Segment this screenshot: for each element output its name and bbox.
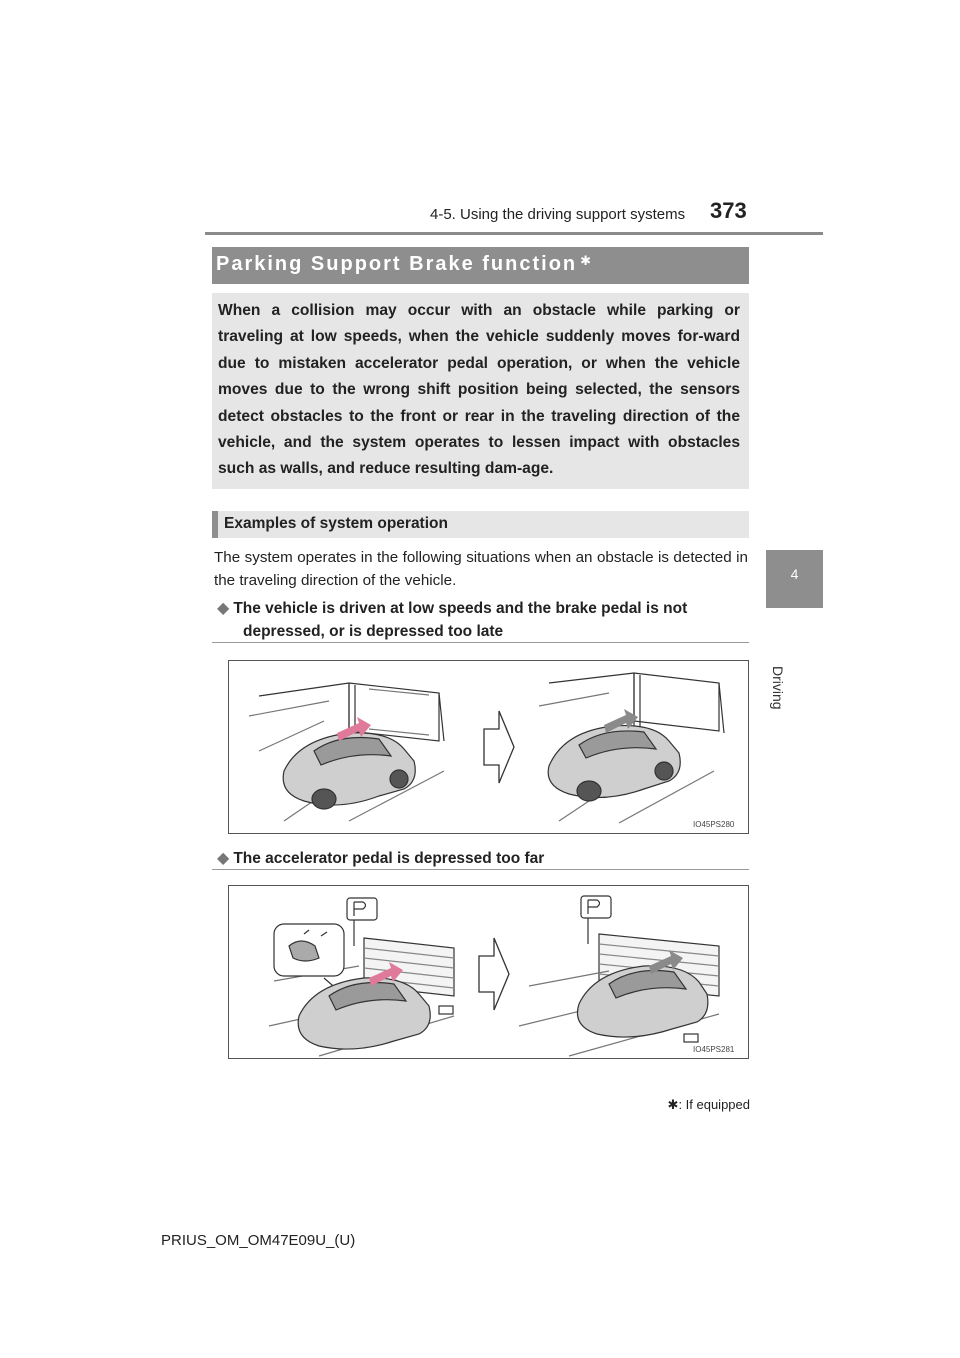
figure-accelerator-illustration xyxy=(229,886,748,1058)
page-number: 373 xyxy=(710,198,747,223)
subsection-body: The system operates in the following situations when an obstacle is detected in the traveling direction of the vehicle. xyxy=(214,549,748,589)
example-1-line1: The vehicle is driven at low speeds and the brake pedal is not xyxy=(233,600,688,617)
example-1-line2: depressed, or is depressed too late xyxy=(243,623,504,640)
diamond-bullet-icon: ◆ xyxy=(217,600,230,617)
figure-low-speed-illustration xyxy=(229,661,748,833)
figure-low-speed xyxy=(228,660,749,834)
document-code: PRIUS_OM_OM47E09U_(U) xyxy=(161,1232,356,1249)
chapter-label-text: Driving xyxy=(770,666,786,710)
figure-code-1: IO45PS280 xyxy=(693,820,735,829)
example-2-heading xyxy=(217,847,748,870)
footnote-text: : If equipped xyxy=(678,1097,750,1112)
diamond-bullet-icon: ◆ xyxy=(217,850,230,867)
chapter-number: 4 xyxy=(790,566,799,582)
footnote xyxy=(640,1097,750,1113)
equipped-mark-icon: ✱ xyxy=(667,1097,679,1112)
subsection-title: Examples of system operation xyxy=(224,515,448,532)
page-title xyxy=(216,253,591,276)
page-title-text: Parking Support Brake function xyxy=(216,253,578,275)
chapter-label xyxy=(770,616,808,710)
example-1-heading xyxy=(217,597,748,643)
example-2-line1: The accelerator pedal is depressed too far xyxy=(233,850,545,867)
figure-accelerator xyxy=(228,885,749,1059)
example-2-rule xyxy=(212,869,749,870)
header-rule xyxy=(205,232,823,235)
section-heading: 4-5. Using the driving support systems xyxy=(430,206,686,223)
example-1-rule xyxy=(212,642,749,643)
figure-code-2: IO45PS281 xyxy=(693,1045,735,1054)
equipped-mark-icon: ✱ xyxy=(580,253,592,268)
intro-text: When a collision may occur with an obstacle while parking or traveling at low speeds, when the vehicle suddenly moves for-ward due to mistaken accelerator pedal operation, or when the vehicle moves due to the wrong shift position being selected, the sensors detect obstacles to the front or rear in the traveling direction of the vehicle, and the system operates to lessen impact with obstacles such as walls, and reduce resulting dam-age. xyxy=(218,302,740,478)
